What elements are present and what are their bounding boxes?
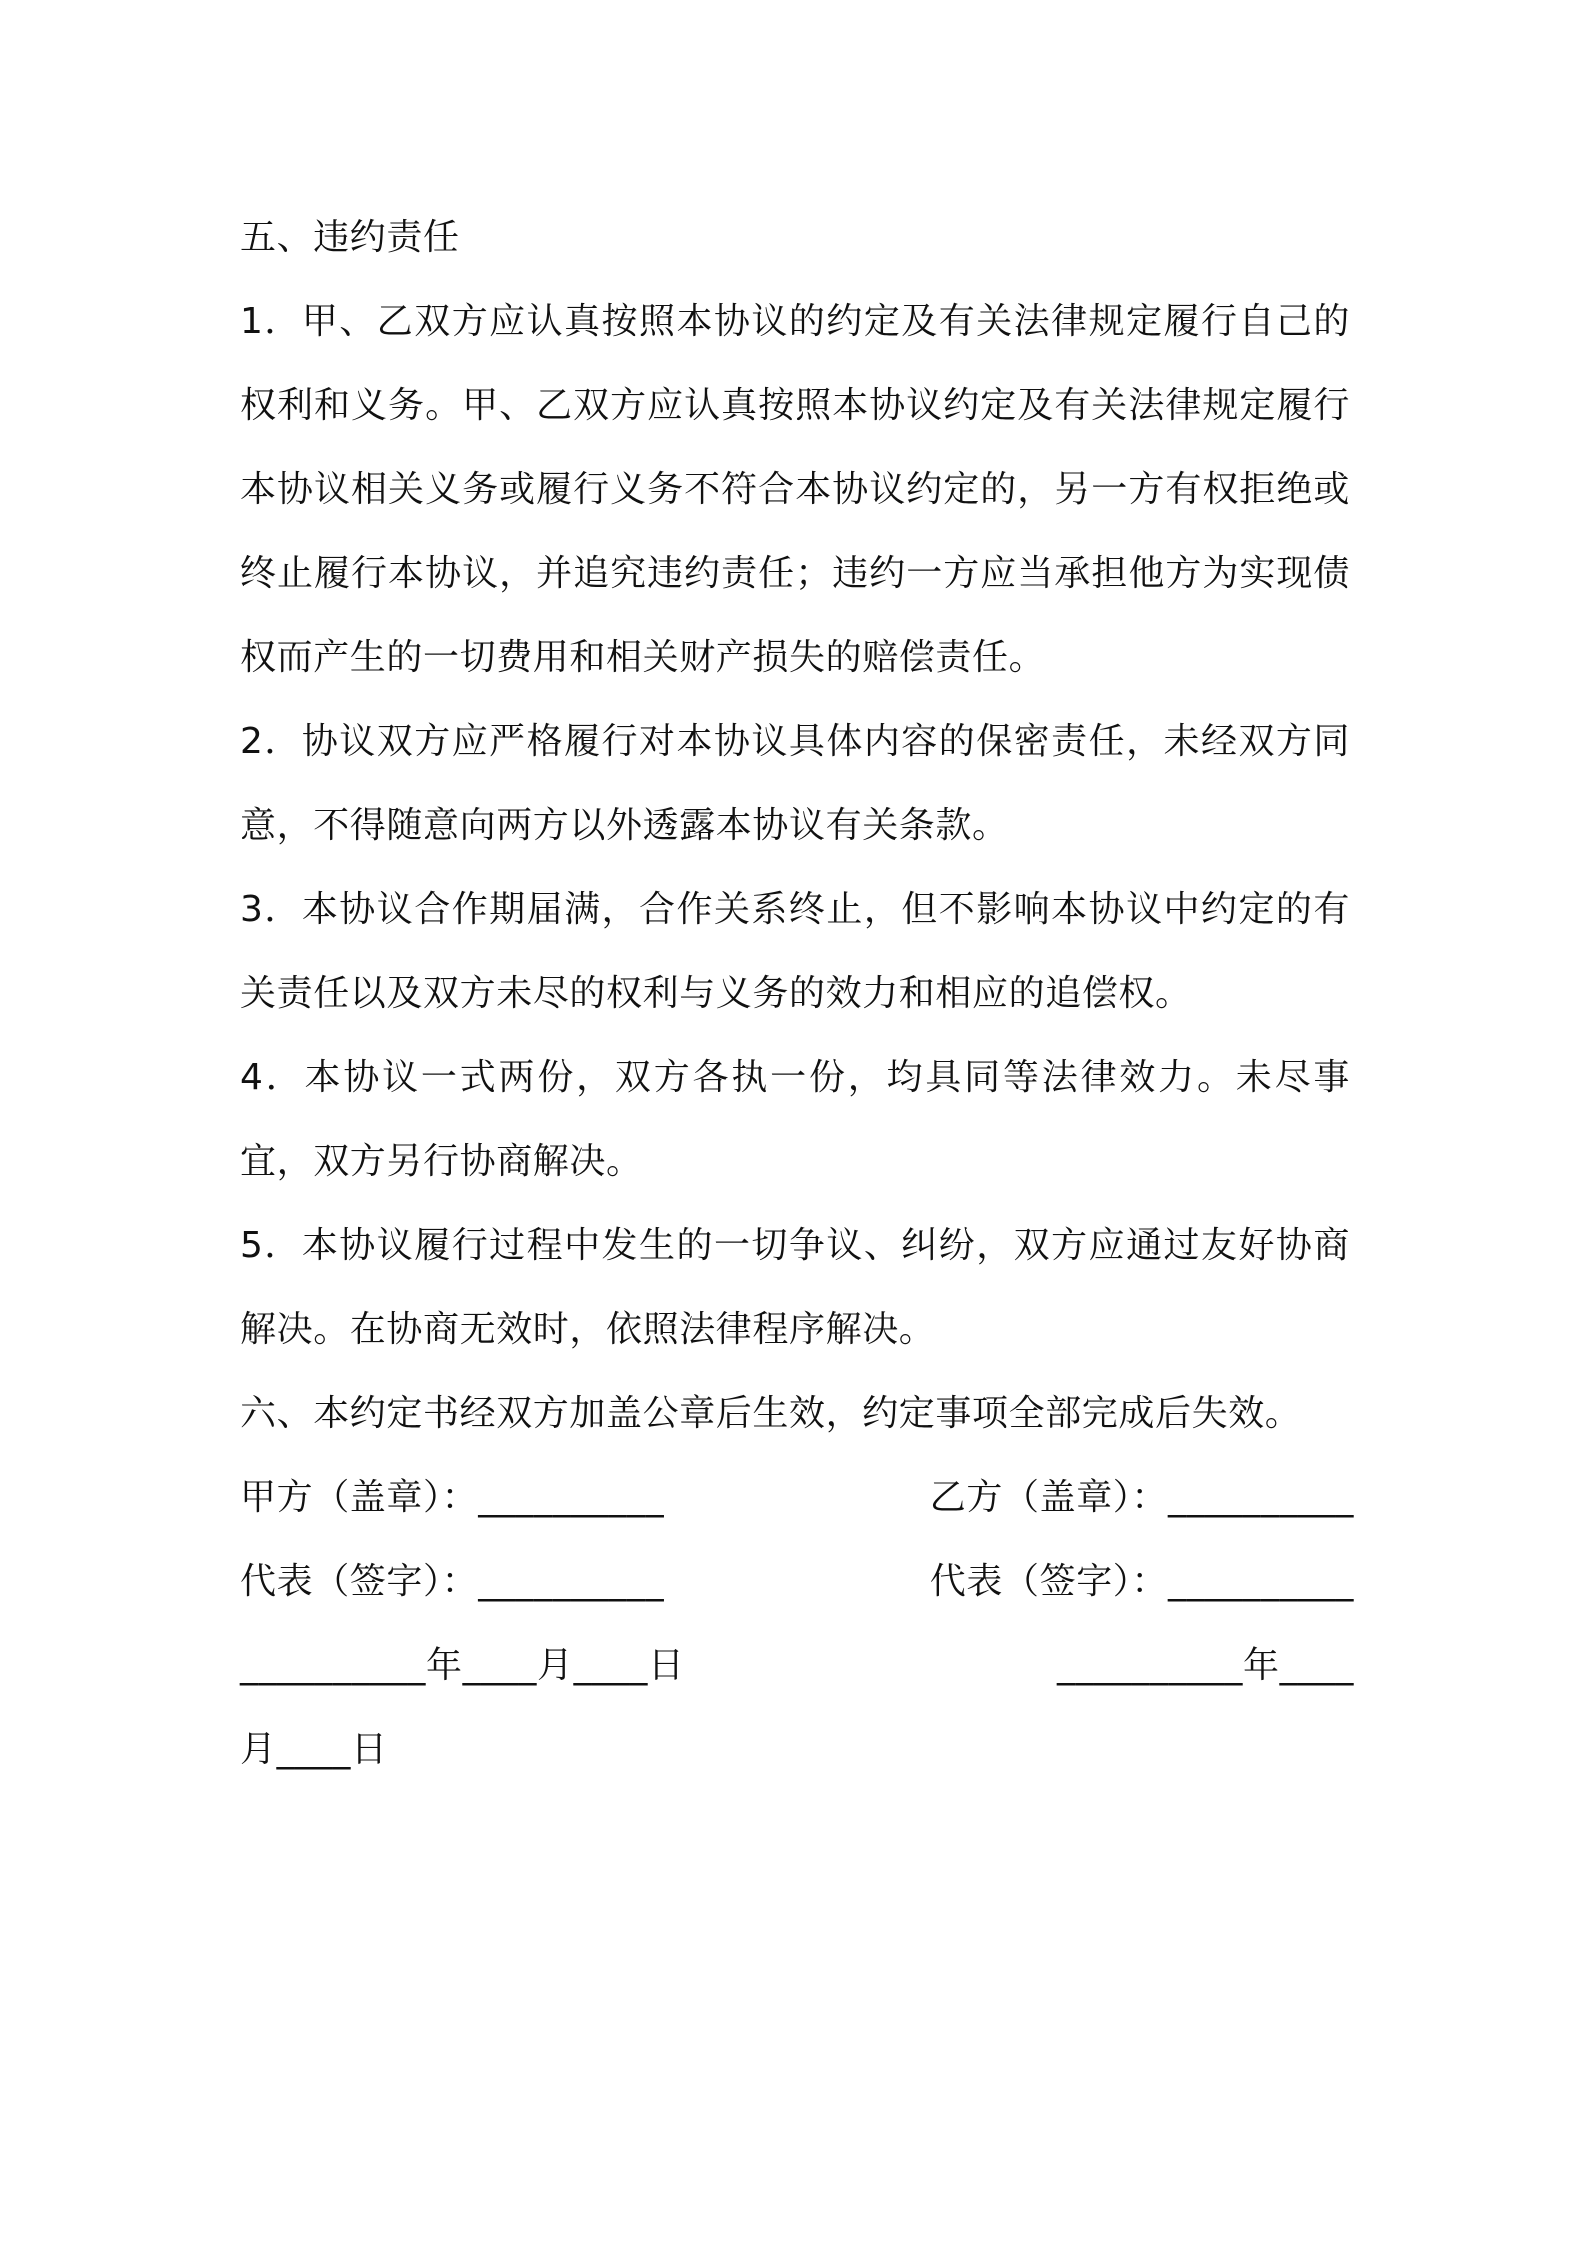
seal-row	[240, 1456, 1354, 1540]
party-b-date-continuation: 月____日	[240, 1729, 388, 1770]
signature-block	[240, 1456, 1354, 1792]
party-a-representative-field: 代表（签字）：__________	[240, 1561, 665, 1602]
party-b-representative-field: 代表（签字）：__________	[929, 1561, 1354, 1602]
party-a-seal-field: 甲方（盖章）：__________	[240, 1477, 665, 1518]
date-row	[240, 1624, 1354, 1708]
representative-row	[240, 1540, 1354, 1624]
party-a-date-field: __________年____月____日	[240, 1645, 685, 1686]
date-continuation-row	[240, 1708, 1354, 1792]
document-content	[240, 196, 1370, 1792]
clause-3: 3．本协议合作期届满，合作关系终止，但不影响本协议中约定的有关责任以及双方未尽的权利与义务的效力和相应的追偿权。	[240, 889, 1350, 1014]
party-b-date-field: __________年____	[1057, 1645, 1354, 1686]
clause-2: 2．协议双方应严格履行对本协议具体内容的保密责任，未经双方同意，不得随意向两方以外透露本协议有关条款。	[240, 721, 1350, 846]
clause-1: 1．甲、乙双方应认真按照本协议的约定及有关法律规定履行自己的权利和义务。甲、乙双方应认真按照本协议约定及有关法律规定履行本协议相关义务或履行义务不符合本协议约定的，另一方有权拒绝或终止履行本协议，并追究违约责任；违约一方应当承担他方为实现债权而产生的一切费用和相关财产损失的赔偿责任。	[240, 301, 1350, 678]
section-six-effectiveness: 六、本约定书经双方加盖公章后生效，约定事项全部完成后失效。	[240, 1393, 1302, 1434]
clause-5: 5．本协议履行过程中发生的一切争议、纠纷，双方应通过友好协商解决。在协商无效时，依照法律程序解决。	[240, 1225, 1350, 1350]
section-heading-breach-liability: 五、违约责任	[240, 217, 460, 258]
clause-4: 4．本协议一式两份，双方各执一份，均具同等法律效力。未尽事宜，双方另行协商解决。	[240, 1057, 1350, 1182]
party-b-seal-field: 乙方（盖章）：__________	[929, 1477, 1354, 1518]
